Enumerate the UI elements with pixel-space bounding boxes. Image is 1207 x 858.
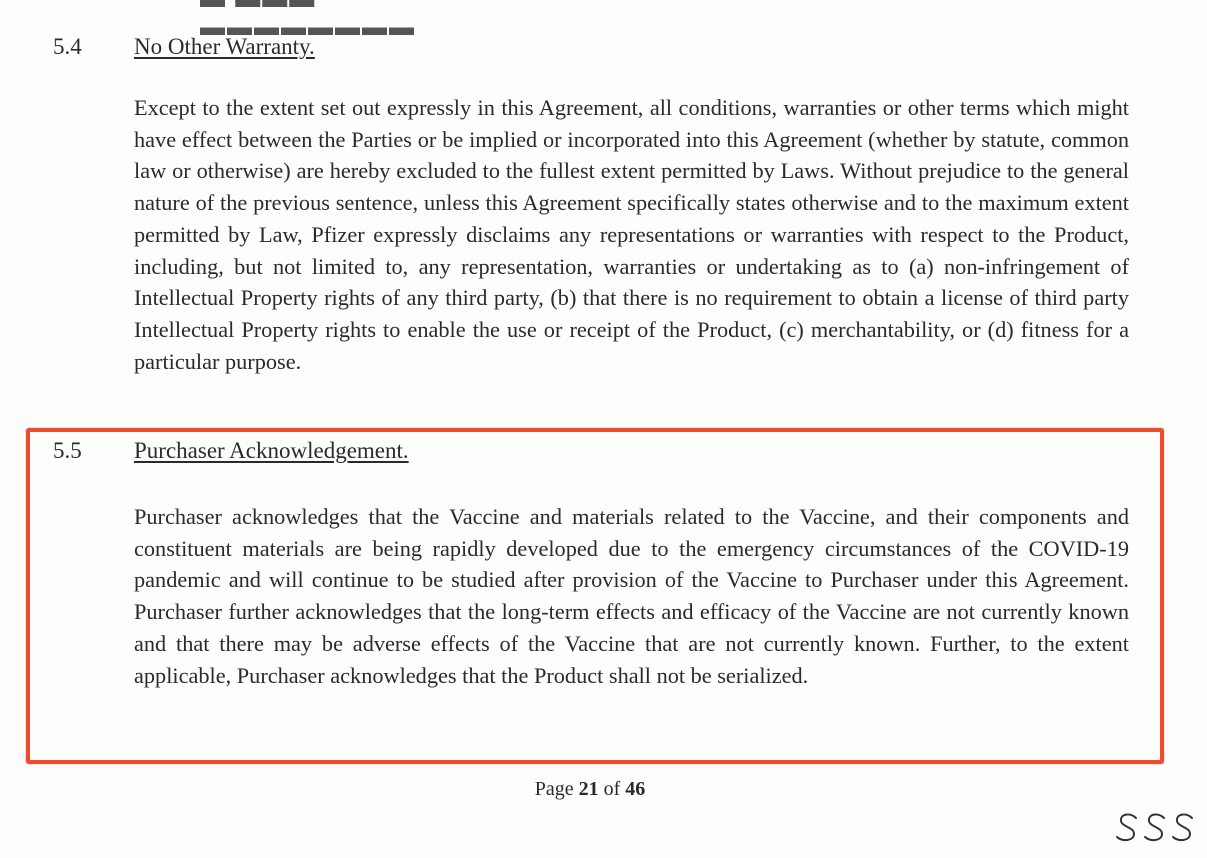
section-body-5-5: Purchaser acknowledges that the Vaccine and materials related to the Vaccine, and their components and constituent materials are being rapidly developed due to the emergency circumstances of the COVID-19 pandemic and will continue to be studied after provision of the Vaccine to Purchaser under this Agreement. Purchaser further acknowledges that the long-term effects and efficacy of the Vaccine are not currently known and that there may be adverse effects of the Vaccine that are not currently known. Further, to the extent applicable, Purchaser acknowledges that the Product shall not be serialized. <box>134 504 1129 688</box>
handwritten-initials <box>1112 806 1207 851</box>
footer-current-page: 21 <box>578 778 599 800</box>
footer-total-pages: 46 <box>625 778 646 800</box>
section-number-5-5: 5.5 <box>53 438 82 463</box>
section-title-no-other-warranty: No Other Warranty. <box>134 34 315 59</box>
page-footer <box>0 778 1180 801</box>
section-number-5-4: 5.4 <box>53 34 82 59</box>
footer-page-label: Page <box>534 778 574 800</box>
section-title-purchaser-acknowledgement: Purchaser Acknowledgement. <box>134 438 409 463</box>
footer-of-label: of <box>603 778 621 800</box>
section-body-5-4: Except to the extent set out expressly in this Agreement, all conditions, warranties or other terms which might have effect between the Parties or be implied or incorporated into this Agreement (whether by statute, common law or otherwise) are hereby excluded to the fullest extent permitted by Laws. Without prejudice to the general nature of the previous sentence, unless this Agreement specifically states otherwise and to the maximum extent permitted by Law, Pfizer expressly disclaims any representations or warranties with respect to the Product, including, but not limited to, any representation, warranties or undertaking as to (a) non-infringement of Intellectual Property rights of any third party, (b) that there is no requirement to obtain a license of third party Intellectual Property rights to enable the use or receipt of the Product, (c) merchantability, or (d) fitness for a particular purpose. <box>134 95 1129 374</box>
cut-off-text-fragment: ▬▬▬▬▬▬▬▬ <box>200 14 416 41</box>
